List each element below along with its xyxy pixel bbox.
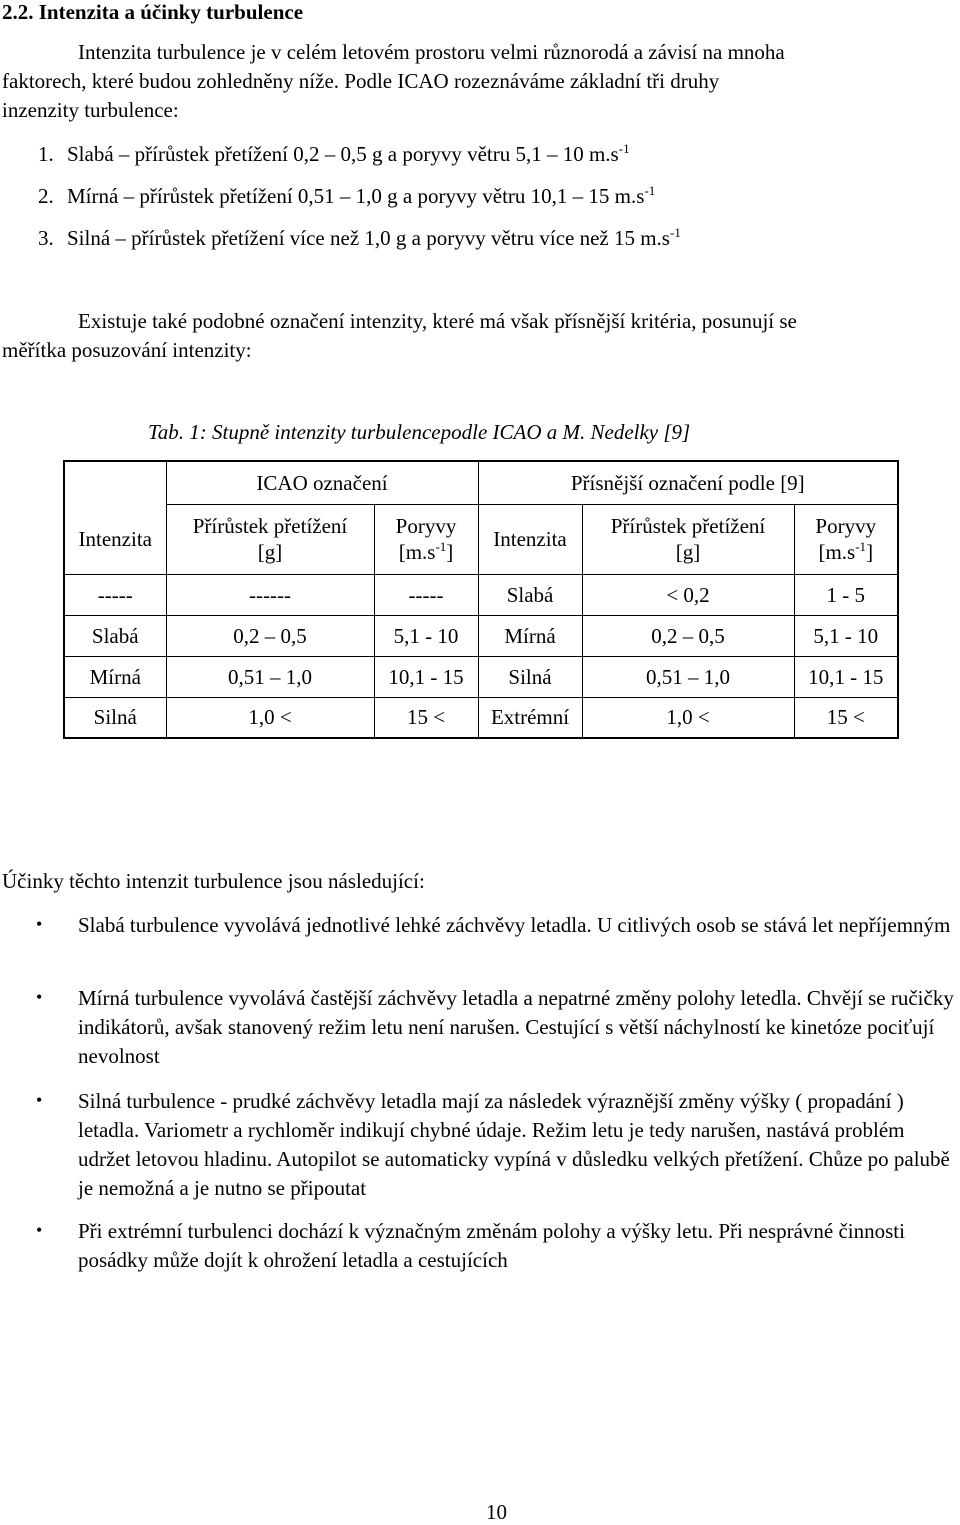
second-para-line-1: Existuje také podobné označení intenzity, které má však přísnější kritéria, posunují se (78, 309, 797, 333)
table-cell: 0,51 – 1,0 (582, 656, 794, 697)
level-text: Mírná – přírůstek přetížení 0,51 – 1,0 g a poryvy větru 10,1 – 15 m.s (67, 184, 645, 208)
table-cell: Silná (478, 656, 582, 697)
table-group-header-row (64, 461, 898, 504)
table-cell: Slabá (478, 574, 582, 615)
table-header-gust (374, 504, 478, 574)
table-cell: ------ (166, 574, 374, 615)
bullet-text: Mírná turbulence vyvolává častější záchvěvy letadla a nepatrné změny polohy letedla. Chvějí se ručičky indikátorů, avšak stanovený režim letu není narušen. Cestující s větší náchylností ke kinetóze pociťují nevolnost (78, 986, 954, 1068)
table-cell: Extrémní (478, 697, 582, 738)
table-cell: 1,0 < (166, 697, 374, 738)
level-number: 2. (38, 184, 54, 208)
table-cell: 15 < (794, 697, 898, 738)
table-cell: Silná (64, 697, 166, 738)
bullet-dot: • (36, 1090, 43, 1110)
level-item-2 (38, 184, 655, 209)
effects-title: Účinky těchto intenzit turbulence jsou následující: (2, 869, 425, 893)
intro-line-1: Intenzita turbulence je v celém letovém prostoru velmi různorodá a závisí na mnoha (78, 40, 785, 64)
header-load-line2: [g] (257, 540, 283, 564)
table-cell: ----- (64, 574, 166, 615)
page-number: 10 (486, 1500, 507, 1524)
table-group-strict: Přísnější označení podle [9] (478, 461, 898, 504)
table-header-intensity: Intenzita (64, 504, 166, 574)
header-gust-line1: Poryvy (815, 514, 877, 538)
header-gust-line2: $[m.s^{-1}]$ (398, 539, 454, 564)
bullet-dot: • (36, 987, 43, 1007)
table-row (64, 615, 898, 656)
superscript: -1 (644, 183, 656, 198)
table-cell: 1 - 5 (794, 574, 898, 615)
intro-line-2: faktorech, které budou zohledněny níže. Podle ICAO rozeznáváme základní tři druhy (2, 69, 720, 93)
table-group-icao: ICAO označení (166, 461, 478, 504)
level-number: 1. (38, 142, 54, 166)
table-cell: 1,0 < (582, 697, 794, 738)
bullet-dot: • (36, 1220, 43, 1240)
header-load-line2: [g] (675, 540, 701, 564)
table-cell: 0,2 – 0,5 (166, 615, 374, 656)
level-item-1 (38, 142, 630, 167)
table-cell: 15 < (374, 697, 478, 738)
table-cell-empty (64, 461, 166, 504)
header-load-line1: Přírůstek přetížení (192, 514, 348, 538)
bullet-text: Slabá turbulence vyvolává jednotlivé lehké záchvěvy letadla. U citlivých osob se stává let nepříjemným (78, 913, 951, 937)
table-header-intensity-strict: Intenzita (478, 504, 582, 574)
turbulence-table (63, 460, 899, 739)
table-cell: 10,1 - 15 (374, 656, 478, 697)
section-heading: 2.2. Intenzita a účinky turbulence (2, 0, 304, 24)
level-number: 3. (38, 226, 54, 250)
table-cell: ----- (374, 574, 478, 615)
table-cell: Mírná (478, 615, 582, 656)
table-row (64, 574, 898, 615)
table-cell: 5,1 - 10 (794, 615, 898, 656)
bullet-dot: • (36, 914, 43, 934)
table-cell: < 0,2 (582, 574, 794, 615)
level-text: Silná – přírůstek přetížení více než 1,0 g a poryvy větru více než 15 m.s (67, 226, 670, 250)
table-cell: 5,1 - 10 (374, 615, 478, 656)
header-gust-line1: Poryvy (395, 514, 457, 538)
table-header-gust-strict (794, 504, 898, 574)
table-cell: 0,51 – 1,0 (166, 656, 374, 697)
table-cell: Slabá (64, 615, 166, 656)
table-cell: Mírná (64, 656, 166, 697)
superscript: -1 (618, 141, 630, 156)
table-cell: 0,2 – 0,5 (582, 615, 794, 656)
level-item-3 (38, 226, 681, 251)
table-header-row (64, 504, 898, 574)
header-load-line1: Přírůstek přetížení (610, 514, 766, 538)
superscript: -1 (669, 225, 681, 240)
intro-line-3: inzenzity turbulence: (2, 98, 179, 122)
header-gust-line2: $[m.s^{-1}]$ (818, 539, 874, 564)
table-header-load-strict (582, 504, 794, 574)
second-para-line-2: měřítka posuzování intenzity: (2, 338, 252, 362)
table-row (64, 697, 898, 738)
table-row (64, 656, 898, 697)
table-cell: 10,1 - 15 (794, 656, 898, 697)
level-text: Slabá – přírůstek přetížení 0,2 – 0,5 g a poryvy větru 5,1 – 10 m.s (67, 142, 619, 166)
table-caption: Tab. 1: Stupně intenzity turbulencepodle ICAO a M. Nedelky [9] (148, 420, 691, 444)
bullet-text: Silná turbulence - prudké záchvěvy letadla mají za následek výraznější změny výšky ( propadání ) letadla. Variometr a rychloměr indikují chybné údaje. Režim letu je tedy narušen, nastává problém udržet letovou hladinu. Autopilot se automaticky vypíná v důsledku velkých přetížení. Chůze po palubě je nemožná a je nutno se připoutat (78, 1089, 950, 1200)
table-header-load (166, 504, 374, 574)
bullet-text: Při extrémní turbulenci dochází k význačným změnám polohy a výšky letu. Při nesprávné činnosti posádky může dojít k ohrožení letadla a cestujících (78, 1219, 905, 1272)
